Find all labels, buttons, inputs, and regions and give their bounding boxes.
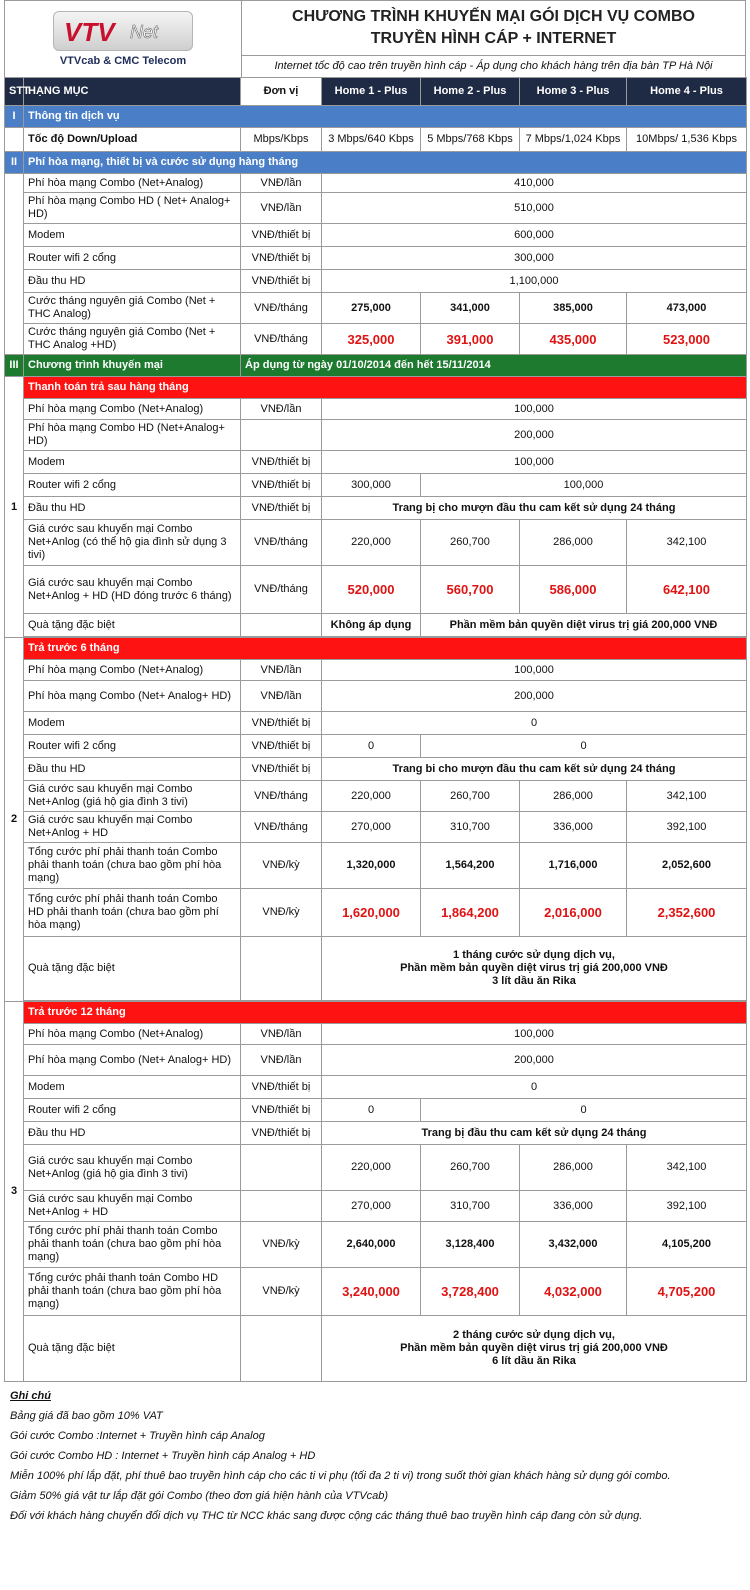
cell-value: 600,000	[322, 224, 747, 247]
notes-section	[4, 1382, 746, 1522]
logo-net-text: Net	[130, 22, 159, 42]
vtvnet-logo	[53, 11, 193, 51]
row-unit: VNĐ/thiết bị	[241, 451, 322, 474]
row-label: Modem	[24, 224, 241, 247]
cell-value: 0	[322, 735, 421, 758]
cell-value: Trang bị đầu thu cam kết sử dụng 24 tháng	[322, 1122, 747, 1145]
section-title: Phí hòa mạng, thiết bị và cước sử dụng hàng tháng	[24, 152, 747, 174]
row-unit: VNĐ/thiết bị	[241, 712, 322, 735]
row-label: Router wifi 2 cổng	[24, 474, 241, 497]
gift-row	[5, 937, 747, 1001]
cell-value: 336,000	[520, 812, 627, 843]
cell-value: 2,640,000	[322, 1222, 421, 1268]
row-unit: Mbps/Kbps	[241, 128, 322, 152]
row-unit: VNĐ/thiết bị	[241, 758, 322, 781]
note-line: Gói cước Combo HD : Internet + Truyền hình cáp Analog + HD	[10, 1450, 316, 1462]
gift-cell	[322, 937, 747, 1001]
row-unit: VNĐ/thiết bị	[241, 1076, 322, 1099]
row-unit: VNĐ/thiết bị	[241, 497, 322, 520]
row-unit: VNĐ/lần	[241, 399, 322, 420]
row-unit: VNĐ/tháng	[241, 324, 322, 355]
table-row	[5, 247, 747, 270]
col-unit: Đơn vị	[241, 78, 322, 106]
cell-value: 100,000	[322, 660, 747, 681]
cell-value: 342,100	[627, 1145, 747, 1191]
cell-value: 1,564,200	[421, 843, 520, 889]
table-row	[5, 497, 747, 520]
group-3-header	[5, 1002, 747, 1024]
table-row	[5, 293, 747, 324]
cell-value: 3,432,000	[520, 1222, 627, 1268]
table-row	[5, 474, 747, 497]
cell-value: 325,000	[322, 324, 421, 355]
row-label: Phí hòa mạng Combo (Net+ Analog+ HD)	[24, 681, 241, 712]
title-line-2: TRUYỀN HÌNH CÁP + INTERNET	[370, 30, 617, 47]
notes-title: Ghi chú	[10, 1390, 51, 1402]
sheet-header	[4, 0, 746, 77]
row-unit: VNĐ/lần	[241, 1045, 322, 1076]
group-title: Thanh toán trả sau hàng tháng	[24, 377, 747, 399]
cell-value: 410,000	[322, 174, 747, 193]
row-label: Quà tặng đặc biệt	[24, 1316, 241, 1382]
row-label: Đầu thu HD	[24, 1122, 241, 1145]
section-2-header	[5, 152, 747, 174]
gift-line-1: 2 tháng cước sử dụng dịch vụ,	[453, 1329, 615, 1341]
table-row	[5, 735, 747, 758]
row-unit: VNĐ/thiết bị	[241, 224, 322, 247]
table-row	[5, 712, 747, 735]
row-unit: VNĐ/thiết bị	[241, 1122, 322, 1145]
cell-value: 1,100,000	[322, 270, 747, 293]
col-plan-1: Home 1 - Plus	[322, 78, 421, 106]
table-row	[5, 270, 747, 293]
group-title: Trả trước 12 tháng	[24, 1002, 747, 1024]
pricing-table	[4, 77, 747, 1382]
group-title: Trả trước 6 tháng	[24, 638, 747, 660]
cell-value: 3 Mbps/640 Kbps	[322, 128, 421, 152]
section-title: Thông tin dịch vụ	[24, 106, 747, 128]
group-num: 2	[5, 638, 24, 1002]
cell-value: 286,000	[520, 781, 627, 812]
row-label: Phí hòa mạng Combo (Net+Analog)	[24, 1024, 241, 1045]
group-num: 3	[5, 1002, 24, 1382]
cell-value: 1,320,000	[322, 843, 421, 889]
table-row	[5, 1191, 747, 1222]
logo-vtv-text: VTV	[64, 17, 115, 46]
row-label: Router wifi 2 cổng	[24, 735, 241, 758]
row-label: Phí hòa mạng Combo (Net+Analog)	[24, 399, 241, 420]
cell-value: Phần mềm bản quyền diệt virus trị giá 200,000 VNĐ	[421, 614, 747, 637]
cell-value: 275,000	[322, 293, 421, 324]
cell-value: 260,700	[421, 781, 520, 812]
table-row	[5, 889, 747, 937]
row-label: Modem	[24, 451, 241, 474]
note-line: Gói cước Combo :Internet + Truyền hình cáp Analog	[10, 1430, 265, 1442]
vtvnet-logo-mark	[60, 16, 186, 46]
cell-value: 0	[421, 1099, 747, 1122]
row-label: Quà tặng đặc biệt	[24, 937, 241, 1001]
row-unit: VNĐ/tháng	[241, 781, 322, 812]
table-row	[5, 128, 747, 152]
row-label: Giá cước sau khuyến mại Combo Net+Anlog + HD	[24, 1191, 241, 1222]
cell-value: Trang bi cho mượn đầu thu cam kết sử dụng 24 tháng	[322, 758, 747, 781]
table-row	[5, 193, 747, 224]
row-unit: VNĐ/kỳ	[241, 1222, 322, 1268]
row-unit: VNĐ/tháng	[241, 566, 322, 614]
row-unit: VNĐ/lần	[241, 174, 322, 193]
row-label: Giá cước sau khuyến mại Combo Net+Anlog (giá hộ gia đình 3 tivi)	[24, 781, 241, 812]
cell-value: Không áp dụng	[322, 614, 421, 637]
cell-value: 4,105,200	[627, 1222, 747, 1268]
column-header-row	[5, 78, 747, 106]
table-row	[5, 1145, 747, 1191]
row-label: Phí hòa mạng Combo HD (Net+Analog+ HD)	[24, 420, 241, 451]
section-3-header	[5, 355, 747, 377]
table-row	[5, 399, 747, 420]
gift-line-1: 1 tháng cước sử dụng dịch vụ,	[453, 949, 615, 961]
row-label: Đầu thu HD	[24, 497, 241, 520]
group-num: 1	[5, 377, 24, 638]
cell-value: 385,000	[520, 293, 627, 324]
cell-value: 2,352,600	[627, 889, 747, 937]
cell-value: 642,100	[627, 566, 747, 614]
cell-value: 310,700	[421, 1191, 520, 1222]
gift-row	[5, 1316, 747, 1382]
table-row	[5, 1268, 747, 1316]
cell-value: 0	[322, 712, 747, 735]
cell-value: 5 Mbps/768 Kbps	[421, 128, 520, 152]
note-line: Giảm 50% giá vật tư lắp đặt gói Combo (theo đơn giá hiện hành của VTVcab)	[10, 1490, 389, 1502]
col-plan-4: Home 4 - Plus	[627, 78, 747, 106]
gift-cell	[322, 1316, 747, 1382]
cell-value: 341,000	[421, 293, 520, 324]
row-unit: VNĐ/tháng	[241, 812, 322, 843]
cell-value: 260,700	[421, 520, 520, 566]
row-label: Phí hòa mạng Combo (Net+Analog)	[24, 660, 241, 681]
cell-value: 220,000	[322, 520, 421, 566]
logo-caption: VTVcab & CMC Telecom	[59, 55, 187, 67]
cell-value: 310,700	[421, 812, 520, 843]
cell-value: 0	[421, 735, 747, 758]
cell-value: 435,000	[520, 324, 627, 355]
gift-line-3: 6 lít dầu ăn Rika	[492, 1355, 576, 1367]
price-sheet	[4, 0, 746, 1522]
row-unit: VNĐ/thiết bị	[241, 474, 322, 497]
table-row	[5, 1122, 747, 1145]
cell-value: 100,000	[322, 451, 747, 474]
gift-line-2: Phần mềm bản quyền diệt virus trị giá 200,000 VNĐ	[400, 1342, 668, 1354]
cell-value: 100,000	[322, 399, 747, 420]
cell-value: 270,000	[322, 812, 421, 843]
row-label: Đầu thu HD	[24, 758, 241, 781]
table-row	[5, 1024, 747, 1045]
section-num: III	[5, 355, 24, 377]
gift-line-3: 3 lít dầu ăn Rika	[492, 975, 576, 987]
table-row	[5, 1045, 747, 1076]
row-label: Tổng cước phí phải thanh toán Combo phải thanh toán (chưa bao gồm phí hòa mạng)	[24, 1222, 241, 1268]
cell-value: 4,705,200	[627, 1268, 747, 1316]
row-unit: VNĐ/thiết bị	[241, 1099, 322, 1122]
row-label: Tốc độ Down/Upload	[24, 128, 241, 152]
row-unit: VNĐ/tháng	[241, 293, 322, 324]
row-label: Quà tặng đặc biệt	[24, 614, 241, 637]
cell-value: 520,000	[322, 566, 421, 614]
row-label: Tổng cước phí phải thanh toán Combo HD phải thanh toán (chưa bao gồm phí hòa mạng)	[24, 889, 241, 937]
row-label: Giá cước sau khuyến mại Combo Net+Anlog (giá hộ gia đình 3 tivi)	[24, 1145, 241, 1191]
cell-value: 286,000	[520, 1145, 627, 1191]
cell-value: 3,728,400	[421, 1268, 520, 1316]
note-line: Đối với khách hàng chuyển đổi dịch vụ THC từ NCC khác sang được cộng các tháng thuê bao truyền hình cáp đang còn sử dụng.	[10, 1510, 643, 1522]
table-row	[5, 174, 747, 193]
cell-value: 392,100	[627, 1191, 747, 1222]
row-label: Phí hòa mạng Combo (Net+Analog)	[24, 174, 241, 193]
logo-area	[5, 1, 242, 77]
cell-value: 300,000	[322, 474, 421, 497]
note-line: Bảng giá đã bao gồm 10% VAT	[10, 1410, 163, 1422]
row-label: Modem	[24, 712, 241, 735]
section-num: II	[5, 152, 24, 174]
row-label: Router wifi 2 cổng	[24, 1099, 241, 1122]
row-label: Phí hòa mạng Combo (Net+ Analog+ HD)	[24, 1045, 241, 1076]
note-line: Miễn 100% phí lắp đặt, phí thuê bao truyền hình cáp cho các ti vi phụ (tối đa 2 ti vi) trong suốt thời gian khách hàng sử dụng gói combo.	[10, 1470, 671, 1482]
cell-value: 342,100	[627, 781, 747, 812]
row-unit: VNĐ/kỳ	[241, 889, 322, 937]
row-unit: VNĐ/tháng	[241, 520, 322, 566]
cell-value: 200,000	[322, 420, 747, 451]
cell-value: 1,864,200	[421, 889, 520, 937]
cell-value: 586,000	[520, 566, 627, 614]
cell-value: 200,000	[322, 681, 747, 712]
row-label: Đầu thu HD	[24, 270, 241, 293]
row-unit	[241, 1191, 322, 1222]
cell-value: Trang bị cho mượn đầu thu cam kết sử dụng 24 tháng	[322, 497, 747, 520]
table-row	[5, 781, 747, 812]
cell-value: 473,000	[627, 293, 747, 324]
cell-value: 0	[322, 1099, 421, 1122]
row-unit: VNĐ/kỳ	[241, 1268, 322, 1316]
row-unit: VNĐ/thiết bị	[241, 735, 322, 758]
cell-value: 286,000	[520, 520, 627, 566]
table-row	[5, 660, 747, 681]
cell-value: 4,032,000	[520, 1268, 627, 1316]
page-title	[242, 1, 745, 56]
cell-value: 2,052,600	[627, 843, 747, 889]
group-1-header	[5, 377, 747, 399]
title-area	[242, 1, 745, 77]
table-row	[5, 614, 747, 637]
row-unit: VNĐ/lần	[241, 1024, 322, 1045]
row-unit	[241, 614, 322, 637]
table-row	[5, 520, 747, 566]
row-unit: VNĐ/lần	[241, 681, 322, 712]
section-1-header	[5, 106, 747, 128]
table-row	[5, 1222, 747, 1268]
table-row	[5, 758, 747, 781]
cell-value: 1,620,000	[322, 889, 421, 937]
row-label: Tổng cước phí phải thanh toán Combo phải thanh toán (chưa bao gồm phí hòa mạng)	[24, 843, 241, 889]
row-unit: VNĐ/thiết bị	[241, 270, 322, 293]
col-plan-2: Home 2 - Plus	[421, 78, 520, 106]
cell-value: 7 Mbps/1,024 Kbps	[520, 128, 627, 152]
table-row	[5, 566, 747, 614]
cell-value: 342,100	[627, 520, 747, 566]
row-unit: VNĐ/kỳ	[241, 843, 322, 889]
row-label: Phí hòa mạng Combo HD ( Net+ Analog+ HD)	[24, 193, 241, 224]
col-stt: STT	[5, 78, 24, 106]
title-subtitle: Internet tốc độ cao trên truyền hình cáp - Áp dụng cho khách hàng trên địa bàn TP Hà Nội	[274, 60, 713, 72]
cell-value: 336,000	[520, 1191, 627, 1222]
cell-value: 300,000	[322, 247, 747, 270]
promo-period: Áp dụng từ ngày 01/10/2014 đến hết 15/11/2014	[241, 355, 747, 377]
cell-value: 0	[322, 1076, 747, 1099]
table-row	[5, 812, 747, 843]
cell-value: 100,000	[421, 474, 747, 497]
cell-value: 270,000	[322, 1191, 421, 1222]
table-row	[5, 420, 747, 451]
table-row	[5, 681, 747, 712]
group-2-header	[5, 638, 747, 660]
col-item: HẠNG MỤC	[24, 78, 241, 106]
row-label: Giá cước sau khuyến mại Combo Net+Anlog (có thể hộ gia đình sử dụng 3 tivi)	[24, 520, 241, 566]
col-plan-3: Home 3 - Plus	[520, 78, 627, 106]
row-label: Giá cước sau khuyến mại Combo Net+Anlog + HD	[24, 812, 241, 843]
cell-value: 391,000	[421, 324, 520, 355]
row-label: Cước tháng nguyên giá Combo (Net + THC Analog +HD)	[24, 324, 241, 355]
cell-value: 1,716,000	[520, 843, 627, 889]
table-row	[5, 843, 747, 889]
cell-value: 510,000	[322, 193, 747, 224]
row-label: Modem	[24, 1076, 241, 1099]
row-label: Tổng cước phải thanh toán Combo HD phải thanh toán (chưa bao gồm phí hòa mạng)	[24, 1268, 241, 1316]
row-label: Cước tháng nguyên giá Combo (Net + THC Analog)	[24, 293, 241, 324]
table-row	[5, 224, 747, 247]
table-row	[5, 451, 747, 474]
row-unit	[241, 420, 322, 451]
row-unit: VNĐ/lần	[241, 193, 322, 224]
table-row	[5, 324, 747, 355]
section-num: I	[5, 106, 24, 128]
cell-value: 2,016,000	[520, 889, 627, 937]
cell-value: 220,000	[322, 781, 421, 812]
gift-line-2: Phần mềm bản quyền diệt virus trị giá 200,000 VNĐ	[400, 962, 668, 974]
table-row	[5, 1076, 747, 1099]
cell-value: 3,128,400	[421, 1222, 520, 1268]
cell-value: 10Mbps/ 1,536 Kbps	[627, 128, 747, 152]
cell-value: 392,100	[627, 812, 747, 843]
row-label: Giá cước sau khuyến mại Combo Net+Anlog + HD (HD đóng trước 6 tháng)	[24, 566, 241, 614]
cell-value: 523,000	[627, 324, 747, 355]
title-line-1: CHƯƠNG TRÌNH KHUYẾN MẠI GÓI DỊCH VỤ COMBO	[292, 8, 695, 25]
cell-value: 220,000	[322, 1145, 421, 1191]
row-label: Router wifi 2 cổng	[24, 247, 241, 270]
cell-value: 3,240,000	[322, 1268, 421, 1316]
cell-value: 260,700	[421, 1145, 520, 1191]
cell-value: 200,000	[322, 1045, 747, 1076]
row-unit: VNĐ/lần	[241, 660, 322, 681]
section-title: Chương trình khuyến mại	[24, 355, 241, 377]
row-unit	[241, 1145, 322, 1191]
row-unit: VNĐ/thiết bị	[241, 247, 322, 270]
table-row	[5, 1099, 747, 1122]
cell-value: 100,000	[322, 1024, 747, 1045]
cell-value: 560,700	[421, 566, 520, 614]
